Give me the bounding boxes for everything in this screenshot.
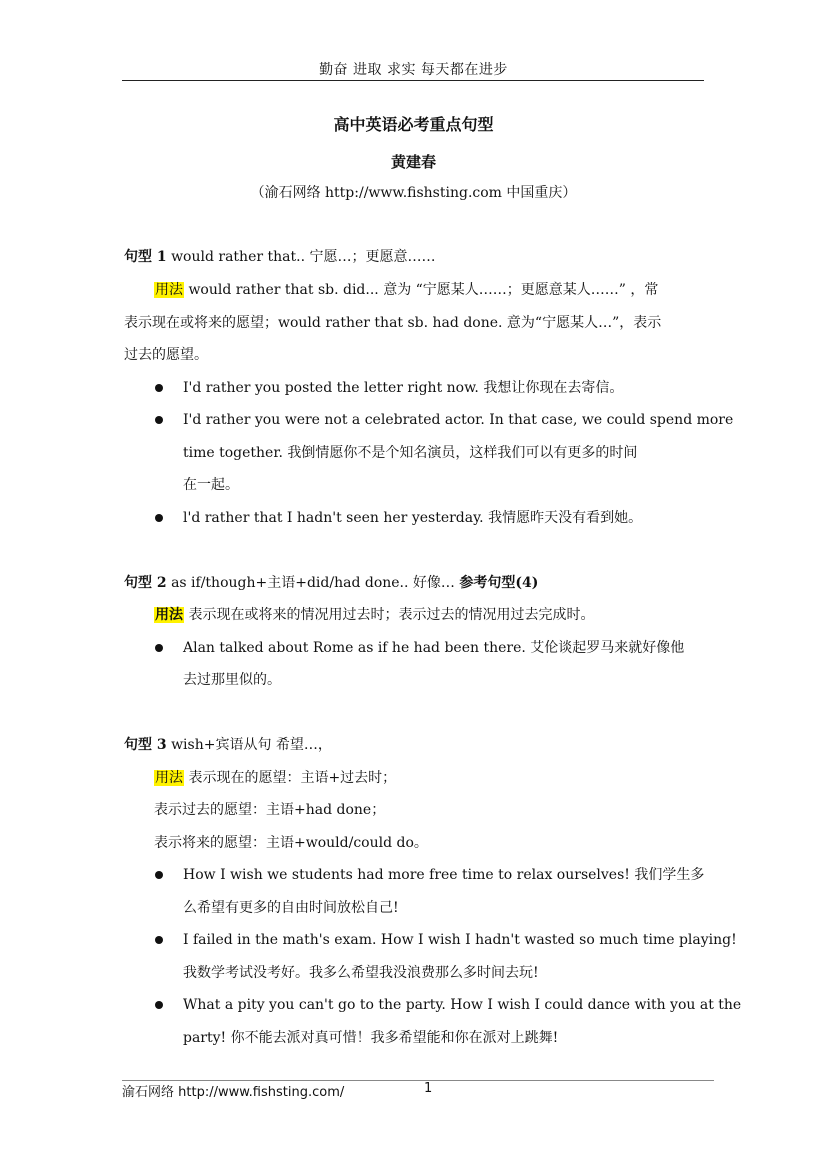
usage-text-line: 表示过去的愿望：主语+had done； xyxy=(154,802,386,818)
bullet-icon xyxy=(155,514,163,522)
header-rule xyxy=(122,80,704,81)
document-title: 高中英语必考重点句型 xyxy=(333,115,494,134)
document-source: （渝石网络 http://www.fishsting.com 中国重庆） xyxy=(250,185,577,201)
usage-text-line: 过去的愿望。 xyxy=(124,347,208,363)
bullet-icon xyxy=(155,416,163,424)
document-author: 黄建春 xyxy=(390,153,436,171)
bullet-icon xyxy=(155,644,163,652)
usage-text: 表示现在的愿望：主语+过去时； xyxy=(184,770,397,786)
example-sentence-cont: 在一起。 xyxy=(183,477,239,493)
pattern-1-label: 句型 1 xyxy=(124,249,167,265)
pattern-3-text: wish+宾语从句 希望…， xyxy=(166,737,332,753)
bullet-icon xyxy=(155,1001,163,1009)
pattern-1-usage xyxy=(154,280,658,300)
pattern-3-usage xyxy=(154,768,396,788)
usage-tag: 用法 xyxy=(155,607,183,623)
pattern-3-label: 句型 3 xyxy=(124,737,167,753)
example-sentence: What a pity you can't go to the party. How I wish I could dance with you at the xyxy=(183,997,742,1013)
pattern-3-heading xyxy=(124,735,332,755)
page-number: 1 xyxy=(424,1081,433,1096)
usage-text-line: 表示将来的愿望：主语+would/could do。 xyxy=(154,835,428,851)
usage-text: would rather that sb. did... 意为 “宁愿某人……；更愿意某人……” ，常 xyxy=(184,282,659,298)
usage-tag: 用法 xyxy=(155,282,183,298)
example-sentence: How I wish we students had more free time to relax ourselves! 我们学生多 xyxy=(183,867,705,883)
usage-tag: 用法 xyxy=(155,770,183,786)
bullet-icon xyxy=(155,384,163,392)
example-sentence: I'd rather you posted the letter right now. 我想让你现在去寄信。 xyxy=(183,380,624,396)
example-sentence-cont: 我数学考试没考好。我多么希望我没浪费那么多时间去玩! xyxy=(183,965,539,981)
example-sentence-cont: time together. 我倒情愿你不是个知名演员，这样我们可以有更多的时间 xyxy=(183,445,638,461)
pattern-1-heading xyxy=(124,247,435,267)
example-sentence: l'd rather that I hadn't seen her yesterday. 我情愿昨天没有看到她。 xyxy=(183,510,643,526)
pattern-2-label: 句型 2 xyxy=(124,575,167,591)
example-sentence-cont: 去过那里似的。 xyxy=(183,672,281,688)
pattern-1-text: would rather that.. 宁愿…；更愿意…… xyxy=(166,249,436,265)
pattern-2-heading xyxy=(124,573,538,593)
example-sentence-cont: 么希望有更多的自由时间放松自己! xyxy=(183,900,399,916)
example-sentence: I failed in the math's exam. How I wish I hadn't wasted so much time playing! xyxy=(183,932,737,948)
usage-text-line: 表示现在或将来的愿望；would rather that sb. had done. 意为“宁愿某人…”，表示 xyxy=(124,315,662,331)
bullet-icon xyxy=(155,871,163,879)
pattern-2-reference: 参考句型(4) xyxy=(459,575,539,591)
pattern-2-usage xyxy=(154,605,594,625)
usage-text: 表示现在或将来的情况用过去时；表示过去的情况用过去完成时。 xyxy=(184,607,595,623)
bullet-icon xyxy=(155,936,163,944)
example-sentence: I'd rather you were not a celebrated actor. In that case, we could spend more xyxy=(183,412,734,428)
footer-site: 渝石网络 http://www.fishsting.com/ xyxy=(122,1085,345,1100)
pattern-2-text: as if/though+主语+did/had done.. 好像… xyxy=(166,575,460,591)
page-header-motto: 勤奋 进取 求实 每天都在进步 xyxy=(319,62,508,78)
example-sentence: Alan talked about Rome as if he had been there. 艾伦谈起罗马来就好像他 xyxy=(183,640,685,656)
example-sentence-cont: party! 你不能去派对真可惜！我多希望能和你在派对上跳舞! xyxy=(183,1030,559,1046)
